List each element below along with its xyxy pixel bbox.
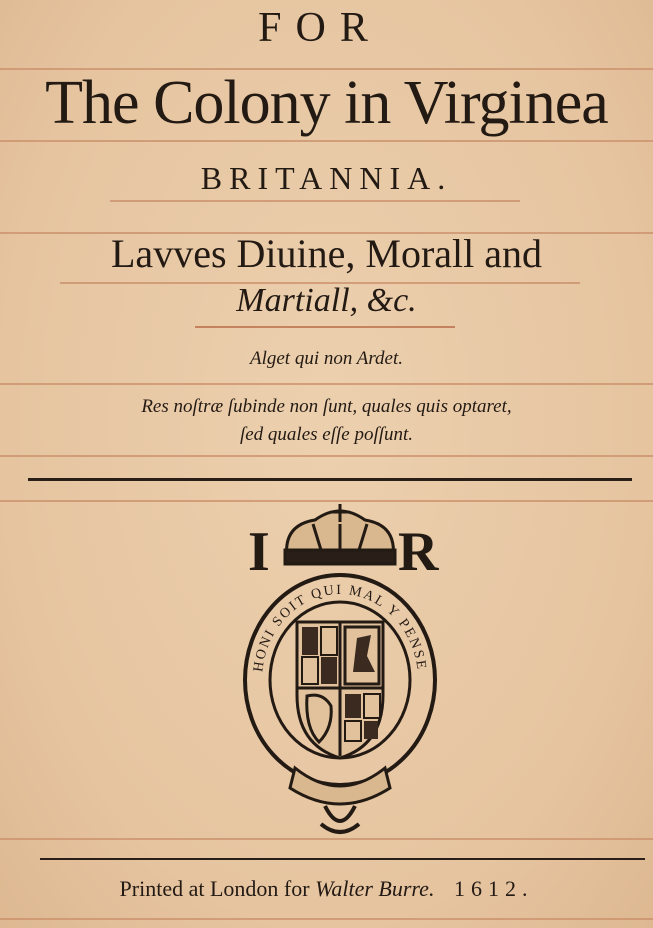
ruled-line [195, 326, 455, 328]
epigraph-line-1: Res noſtræ ſubinde non ſunt, quales quis optaret, [141, 396, 512, 417]
title-colony: The Colony in Virginea [45, 69, 608, 137]
ruled-line [0, 383, 653, 385]
imprint-prefix: Printed at London for [119, 876, 310, 901]
monogram-right: R [398, 521, 439, 583]
title-lawes: Lavves Diuine, Morall and [111, 231, 542, 276]
monogram-left: I [248, 521, 270, 583]
motto: Alget qui non Ardet. [249, 348, 404, 369]
epigraph-line-2: ſed quales eſſe poſſunt. [239, 424, 414, 445]
title-for: FOR [258, 5, 382, 51]
title-martiall: Martiall, &c. [236, 282, 417, 319]
imprint-publisher: Walter Burre. [315, 876, 435, 901]
imprint [0, 876, 653, 902]
ruled-line [0, 140, 653, 142]
title-britannia: BRITANNIA. [200, 160, 453, 196]
imprint-year: 1612. [453, 876, 534, 901]
divider-rule [28, 478, 632, 481]
ruled-line [0, 918, 653, 920]
garter-motto: HONI SOIT QUI MAL Y PENSE [251, 582, 429, 673]
ruled-line [0, 455, 653, 457]
ruled-line [110, 200, 520, 202]
divider-rule [40, 858, 645, 860]
